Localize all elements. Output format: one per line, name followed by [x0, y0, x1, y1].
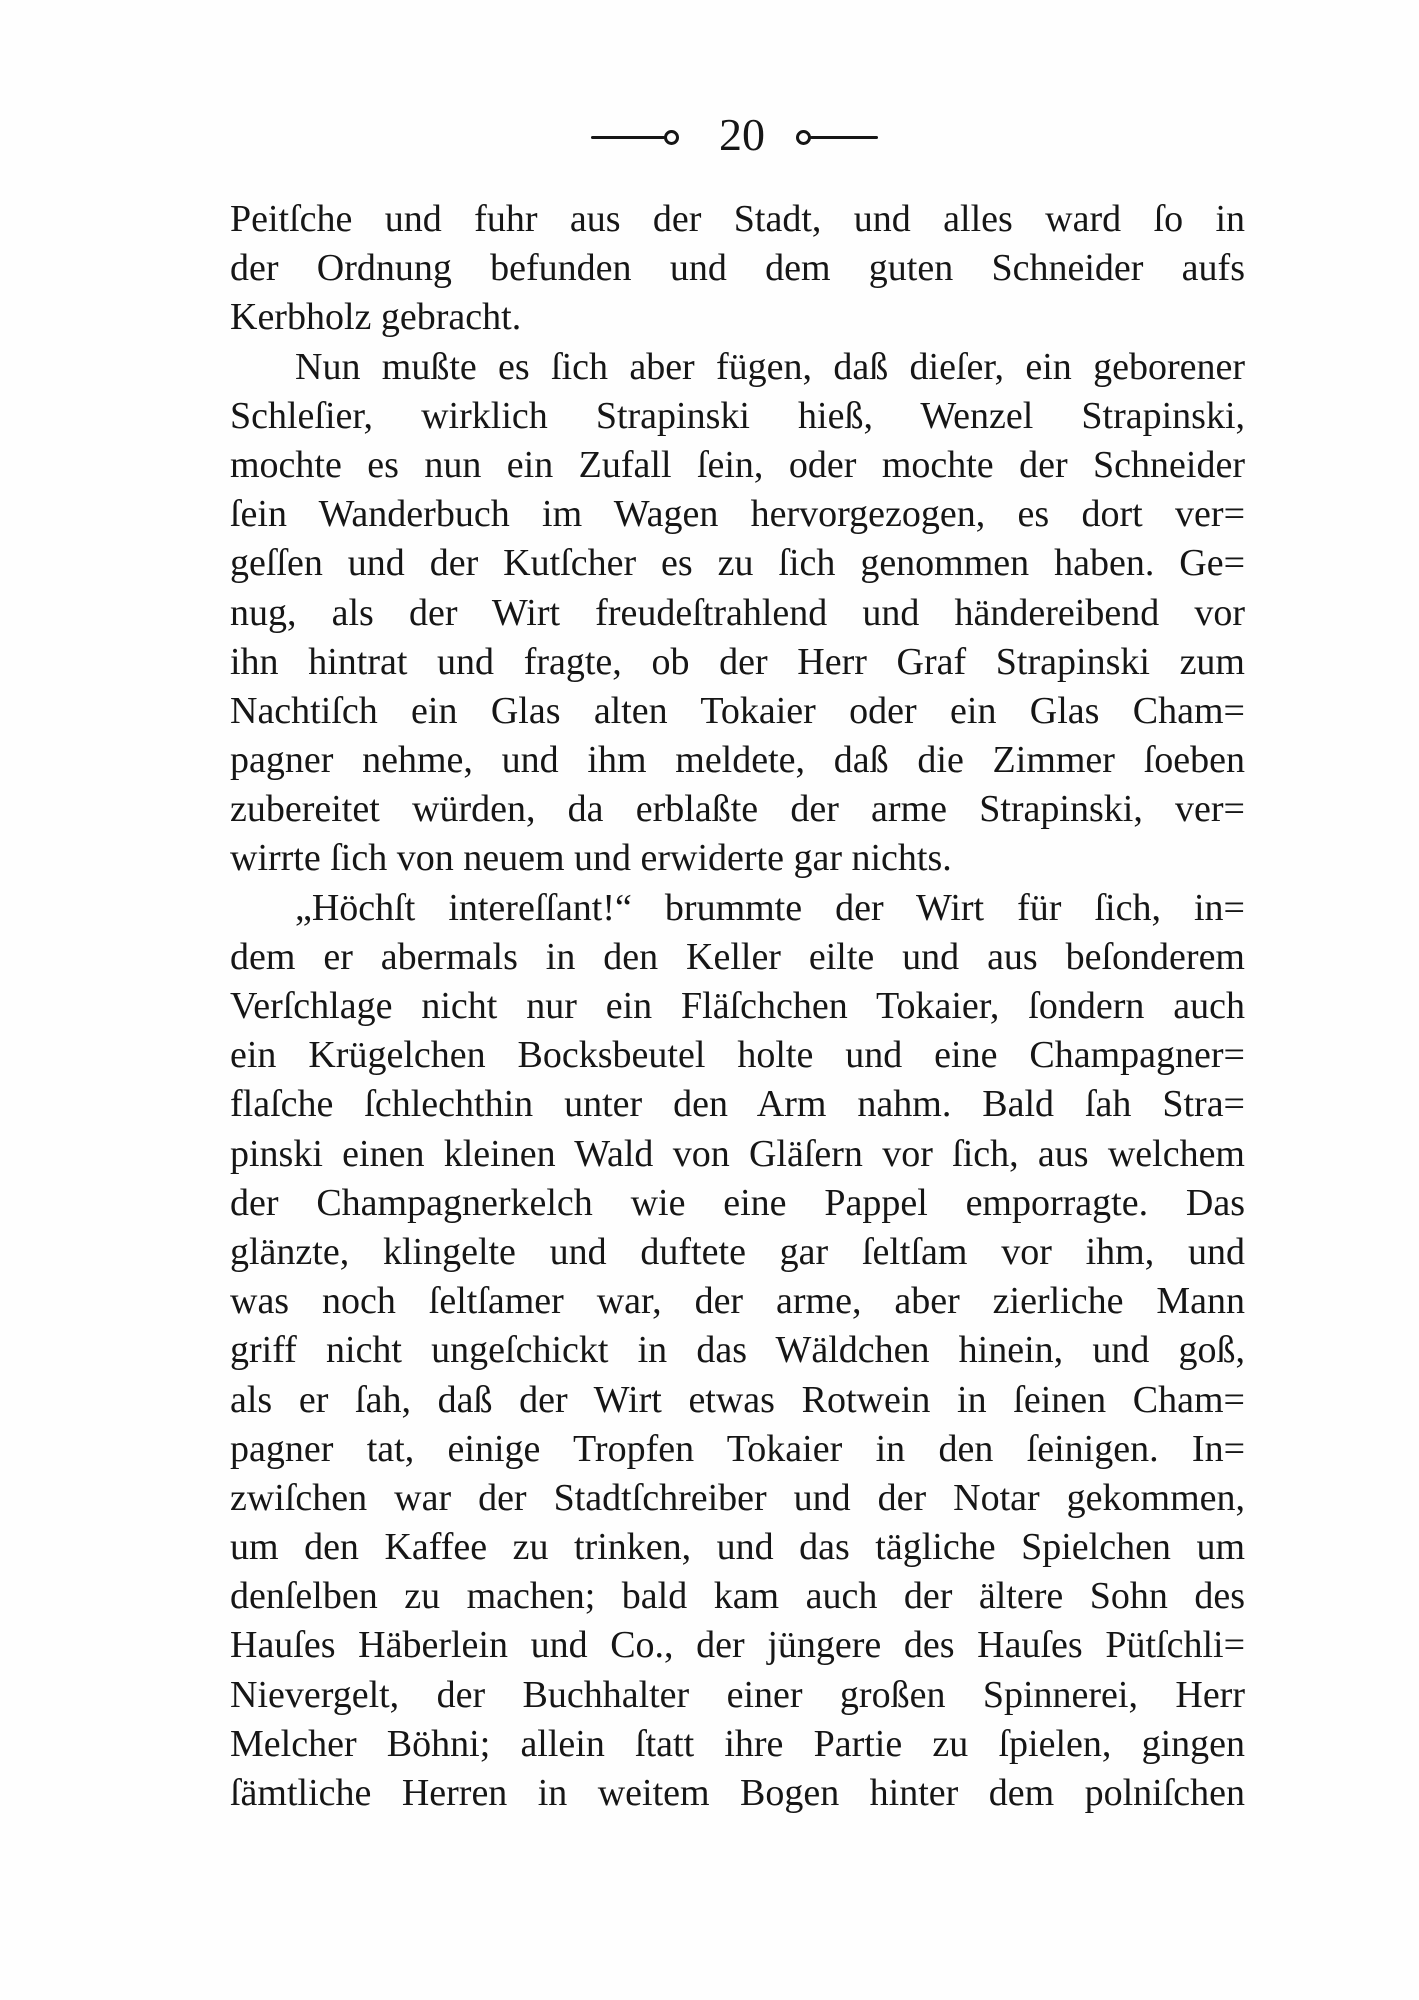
- text-line: geſſen und der Kutſcher es zu ſich genommen haben. Ge=: [230, 542, 1245, 585]
- text-line: wirrte ſich von neuem und erwiderte gar nichts.: [230, 837, 952, 880]
- text-line: Hauſes Häberlein und Co., der jüngere des Hauſes Pütſchli=: [230, 1624, 1245, 1667]
- text-line: pinski einen kleinen Wald von Gläſern vor ſich, aus welchem: [230, 1132, 1245, 1175]
- text-line: flaſche ſchlechthin unter den Arm nahm. Bald ſah Stra=: [230, 1083, 1245, 1126]
- body-text: [230, 195, 1245, 1818]
- page-number: 20: [719, 109, 765, 160]
- text-line: Verſchlage nicht nur ein Fläſchchen Tokaier, ſondern auch: [230, 985, 1245, 1027]
- text-line: nug, als der Wirt freudeſtrahlend und händereibend vor: [230, 591, 1245, 634]
- text-line: ſämtliche Herren in weitem Bogen hinter dem polniſchen: [230, 1772, 1245, 1814]
- text-line: „Höchſt intereſſant!“ brummte der Wirt für ſich, in=: [295, 886, 1245, 929]
- text-line: denſelben zu machen; bald kam auch der ältere Sohn des: [230, 1575, 1245, 1618]
- text-line: der Champagnerkelch wie eine Pappel emporragte. Das: [230, 1181, 1245, 1224]
- text-line: Nun mußte es ſich aber fügen, daß dieſer, ein geborener: [295, 345, 1245, 388]
- text-line: um den Kaffee zu trinken, und das tägliche Spielchen um: [230, 1526, 1245, 1569]
- text-line: pagner nehme, und ihm meldete, daß die Zimmer ſoeben: [230, 739, 1245, 782]
- text-line: Nievergelt, der Buchhalter einer großen Spinnerei, Herr: [230, 1673, 1245, 1716]
- text-line: dem er abermals in den Keller eilte und aus beſonderem: [230, 935, 1245, 978]
- text-line: glänzte, klingelte und duftete gar ſeltſam vor ihm, und: [230, 1230, 1245, 1273]
- text-line: was noch ſeltſamer war, der arme, aber zierliche Mann: [230, 1280, 1245, 1323]
- text-line: ſein Wanderbuch im Wagen hervorgezogen, es dort ver=: [230, 493, 1245, 536]
- ornament-circle-right: [796, 130, 811, 145]
- text-line: ihn hintrat und fragte, ob der Herr Graf Strapinski zum: [230, 640, 1245, 683]
- text-line: Kerbholz gebracht.: [230, 296, 522, 339]
- text-line: griff nicht ungeſchickt in das Wäldchen hinein, und goß,: [230, 1329, 1245, 1372]
- text-line: Melcher Böhni; allein ſtatt ihre Partie zu ſpielen, gingen: [230, 1722, 1245, 1765]
- ornament-rule-right: [810, 136, 878, 139]
- text-line: als er ſah, daß der Wirt etwas Rotwein in ſeinen Cham=: [230, 1378, 1245, 1421]
- ornament-rule-left: [591, 136, 665, 139]
- text-line: Peitſche und fuhr aus der Stadt, und alles ward ſo in: [230, 198, 1245, 240]
- text-line: Schleſier, wirklich Strapinski hieß, Wenzel Strapinski,: [230, 394, 1245, 437]
- text-line: zwiſchen war der Stadtſchreiber und der Notar gekommen,: [230, 1476, 1245, 1519]
- text-line: mochte es nun ein Zufall ſein, oder mochte der Schneider: [230, 443, 1245, 486]
- text-line: ein Krügelchen Bocksbeutel holte und eine Champagner=: [230, 1034, 1245, 1077]
- ornament-circle-left: [664, 130, 679, 145]
- text-line: zubereitet würden, da erblaßte der arme Strapinski, ver=: [230, 788, 1245, 831]
- text-line: der Ordnung befunden und dem guten Schneider aufs: [230, 247, 1245, 290]
- running-head: [588, 110, 888, 160]
- text-line: pagner tat, einige Tropfen Tokaier in den ſeinigen. In=: [230, 1427, 1245, 1470]
- text-line: Nachtiſch ein Glas alten Tokaier oder ein Glas Cham=: [230, 689, 1245, 732]
